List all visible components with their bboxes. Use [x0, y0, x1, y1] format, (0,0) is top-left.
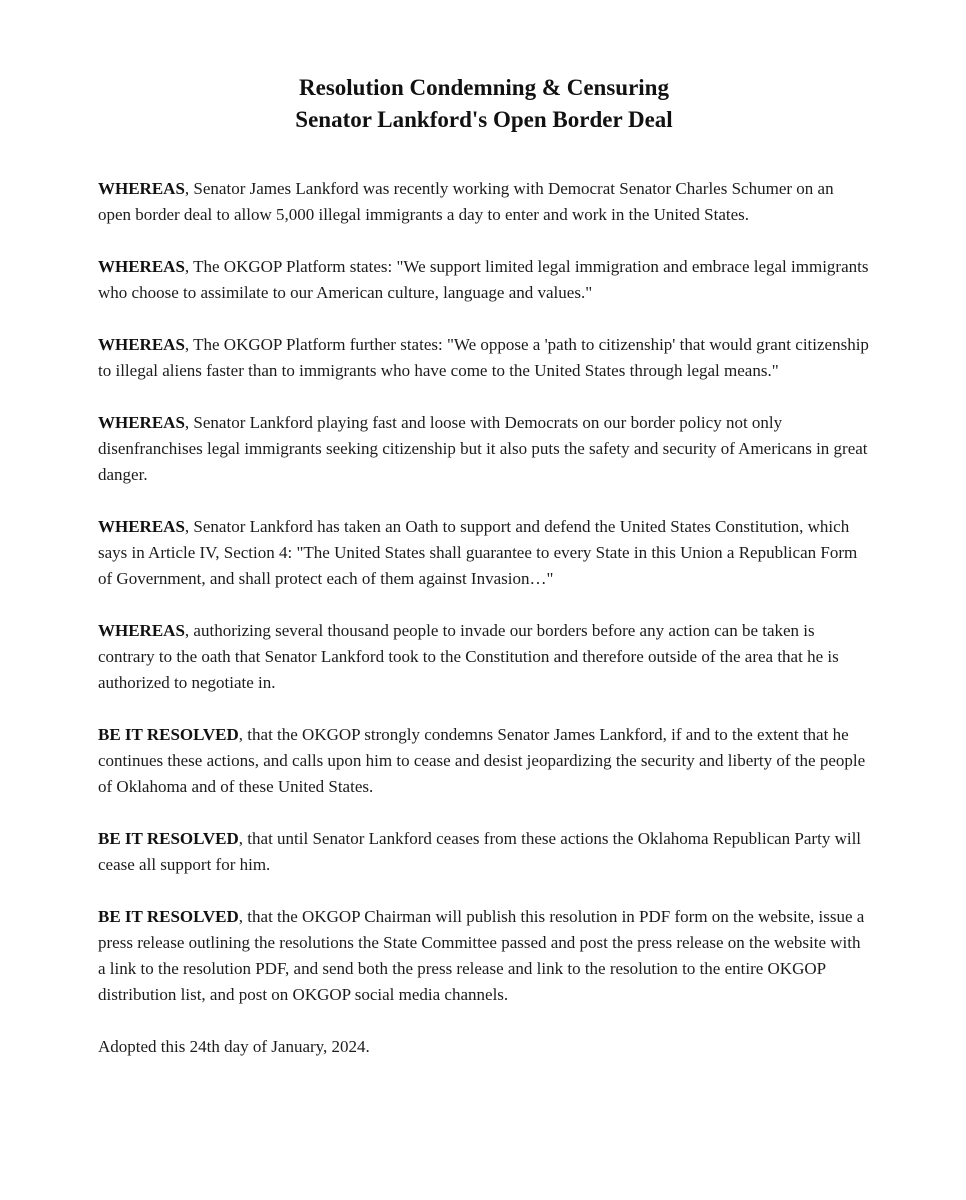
clause-lead: BE IT RESOLVED: [98, 725, 239, 744]
clause-text: , The OKGOP Platform states: "We support limited legal immigration and embrace legal immigrants who choose to assimilate to our American culture, language and values.": [98, 257, 869, 302]
clause-lead: WHEREAS: [98, 621, 185, 640]
clause-resolved-1: [98, 722, 870, 800]
clause-lead: WHEREAS: [98, 517, 185, 536]
clause-whereas-2: [98, 254, 870, 306]
clause-lead: BE IT RESOLVED: [98, 829, 239, 848]
clause-whereas-4: [98, 410, 870, 488]
clause-lead: WHEREAS: [98, 179, 185, 198]
clause-whereas-6: [98, 618, 870, 696]
clause-text: , Senator Lankford has taken an Oath to support and defend the United States Constitution, which says in Article IV, Section 4: "The United States shall guarantee to every State in this Union a Republican Form of Government, and shall protect each of them against Invasion…": [98, 517, 858, 588]
title-line-1: Resolution Condemning & Censuring: [299, 75, 669, 100]
clause-text: , that until Senator Lankford ceases from these actions the Oklahoma Republican Party will cease all support for him.: [98, 829, 862, 874]
clause-whereas-1: [98, 176, 870, 228]
clause-lead: WHEREAS: [98, 413, 185, 432]
clause-text: , authorizing several thousand people to invade our borders before any action can be taken is contrary to the oath that Senator Lankford took to the Constitution and therefore outside of the area that he is authorized to negotiate in.: [98, 621, 839, 692]
title-line-2: Senator Lankford's Open Border Deal: [295, 107, 673, 132]
clause-resolved-2: [98, 826, 870, 878]
clause-lead: BE IT RESOLVED: [98, 907, 239, 926]
clause-text: , that the OKGOP Chairman will publish this resolution in PDF form on the website, issue a press release outlining the resolutions the State Committee passed and post the press release on the website with a link to the resolution PDF, and send both the press release and link to the resolution to the entire OKGOP distribution list, and post on OKGOP social media channels.: [98, 907, 865, 1004]
clause-lead: WHEREAS: [98, 257, 185, 276]
adoption-date: Adopted this 24th day of January, 2024.: [98, 1037, 370, 1056]
clause-text: , that the OKGOP strongly condemns Senator James Lankford, if and to the extent that he continues these actions, and calls upon him to cease and desist jeopardizing the security and liberty of the people of Oklahoma and of these United States.: [98, 725, 866, 796]
clause-resolved-3: [98, 904, 870, 1008]
clause-whereas-3: [98, 332, 870, 384]
clause-text: , The OKGOP Platform further states: "We oppose a 'path to citizenship' that would grant citizenship to illegal aliens faster than to immigrants who have come to the United States through legal means.": [98, 335, 869, 380]
clause-text: , Senator Lankford playing fast and loose with Democrats on our border policy not only disenfranchises legal immigrants seeking citizenship but it also puts the safety and security of Americans in great danger.: [98, 413, 868, 484]
clause-lead: WHEREAS: [98, 335, 185, 354]
document-title: [98, 72, 870, 136]
clause-whereas-5: [98, 514, 870, 592]
clause-text: , Senator James Lankford was recently working with Democrat Senator Charles Schumer on an open border deal to allow 5,000 illegal immigrants a day to enter and work in the United States.: [98, 179, 834, 224]
